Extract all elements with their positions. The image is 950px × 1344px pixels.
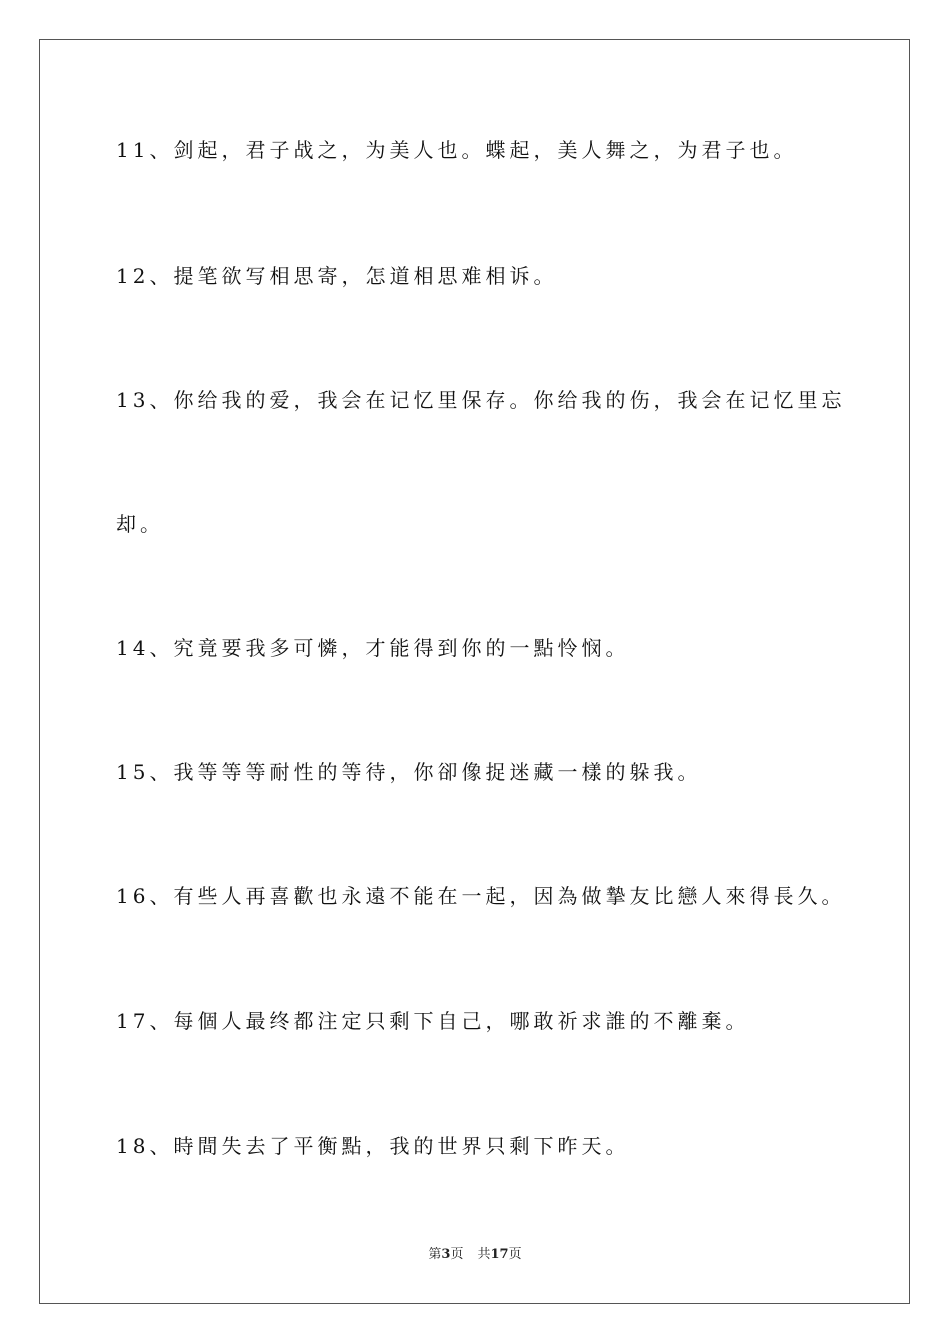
text-line-13: 13、你给我的爱，我会在记忆里保存。你给我的伤，我会在记忆里忘 — [116, 388, 846, 412]
total-pages-indicator: 共17页 — [477, 1247, 522, 1262]
text-line-13-continued: 却。 — [116, 512, 164, 536]
text-line-12: 12、提笔欲写相思寄，怎道相思难相诉。 — [116, 264, 558, 288]
text-line-15: 15、我等等等耐性的等待，你卻像捉迷藏一樣的躲我。 — [116, 760, 702, 784]
text-line-17: 17、每個人最终都注定只剩下自己，哪敢祈求誰的不離棄。 — [116, 1009, 750, 1033]
page-footer — [0, 1247, 950, 1263]
text-line-11: 11、剑起，君子战之，为美人也。蝶起，美人舞之，为君子也。 — [116, 138, 798, 162]
text-line-16: 16、有些人再喜歡也永遠不能在一起，因為做摯友比戀人來得長久。 — [116, 884, 846, 908]
text-line-14: 14、究竟要我多可憐，才能得到你的一點怜悯。 — [116, 636, 630, 660]
text-line-18: 18、時間失去了平衡點，我的世界只剩下昨天。 — [116, 1134, 630, 1158]
page-indicator: 第3页 — [428, 1247, 464, 1262]
page-border — [39, 39, 910, 1304]
